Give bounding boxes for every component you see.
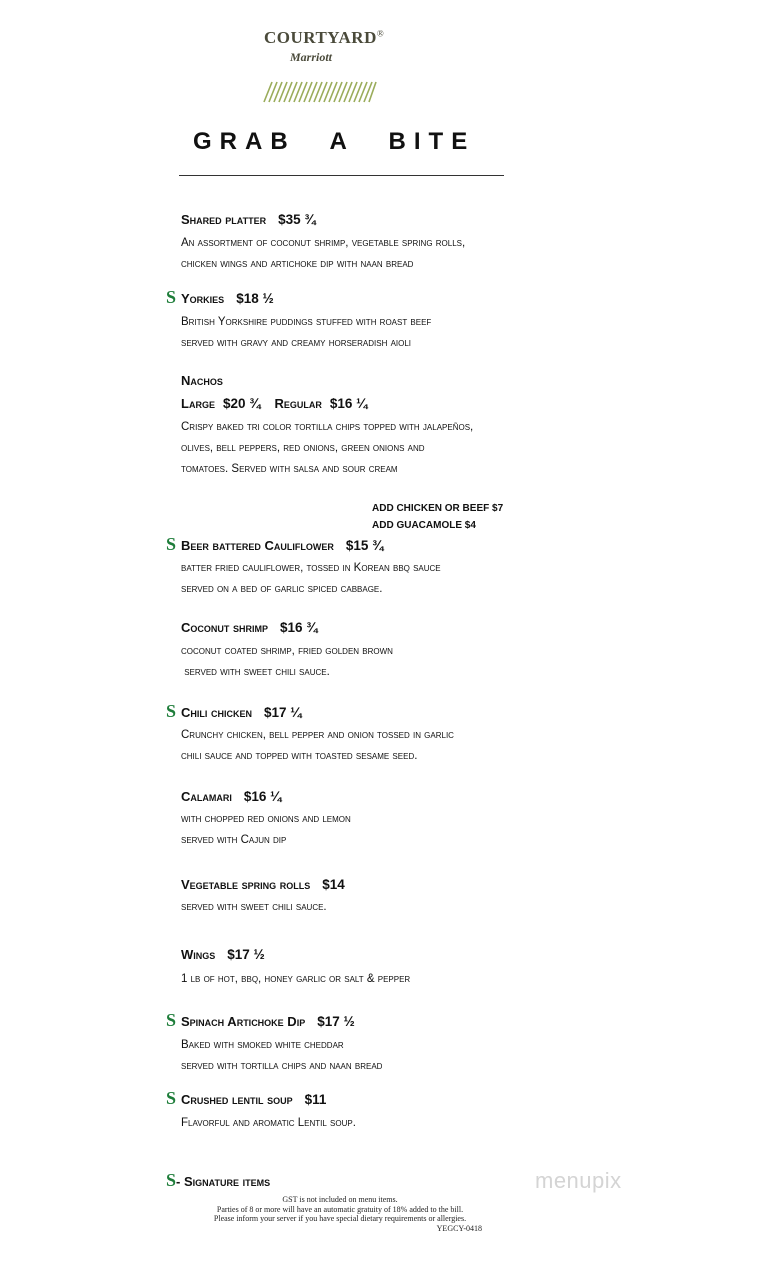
signature-icon: S xyxy=(166,1010,177,1030)
menu-item-yorkies xyxy=(181,291,274,306)
desc-line: served with sweet chili sauce. xyxy=(181,901,327,913)
menu-code: YEGCY-0418 xyxy=(436,1223,482,1233)
item-description xyxy=(181,558,441,600)
desc-line: chili sauce and topped with toasted sesame seed. xyxy=(181,750,418,762)
title-divider xyxy=(179,175,504,176)
item-price: $16 ¾ xyxy=(280,620,318,635)
menu-item-chili-chicken xyxy=(181,705,302,720)
desc-line: chicken wings and artichoke dip with naan bread xyxy=(181,258,414,270)
desc-line: with chopped red onions and lemon xyxy=(181,813,351,825)
desc-line: coconut coated shrimp, fried golden brown xyxy=(181,645,393,657)
item-description xyxy=(181,809,351,851)
signature-icon: S xyxy=(166,1088,177,1108)
fine-line: GST is not included on menu items. xyxy=(282,1195,398,1204)
item-name: Spinach Artichoke Dip xyxy=(181,1014,306,1029)
desc-line: served with sweet chili sauce. xyxy=(181,666,330,678)
desc-line: served on a bed of garlic spiced cabbage. xyxy=(181,583,383,595)
brand-name: COURTYARD xyxy=(264,28,377,47)
item-price: $18 ½ xyxy=(236,291,274,306)
addon-line: ADD GUACAMOLE $4 xyxy=(372,520,476,531)
item-name: Chili chicken xyxy=(181,705,252,720)
desc-line: An assortment of coconut shrimp, vegetable spring rolls, xyxy=(181,237,466,249)
item-price: $17 ¼ xyxy=(264,705,302,720)
signature-icon: S xyxy=(166,1170,177,1190)
nachos-sizes xyxy=(181,396,381,411)
signature-legend xyxy=(166,1170,270,1191)
item-description xyxy=(181,969,410,990)
desc-line: served with gravy and creamy horseradish aioli xyxy=(181,337,412,349)
item-description xyxy=(181,641,393,683)
item-description xyxy=(181,312,431,354)
item-name: Shared platter xyxy=(181,212,267,227)
item-name: Wings xyxy=(181,947,216,962)
item-name: Coconut shrimp xyxy=(181,620,268,635)
desc-line: 1 lb of hot, bbq, honey garlic or salt & pepper xyxy=(181,973,411,985)
signature-icon: S xyxy=(166,534,177,554)
desc-line: served with tortilla chips and naan bread xyxy=(181,1060,383,1072)
brand-logo xyxy=(264,28,384,48)
item-price: $11 xyxy=(304,1092,327,1107)
item-name: Beer battered Cauliflower xyxy=(181,538,334,553)
size-regular: Regular xyxy=(274,396,322,411)
registered-mark: ® xyxy=(376,28,385,39)
menu-item-wings xyxy=(181,947,265,962)
item-price: $17 ½ xyxy=(317,1014,355,1029)
menu-item-shared-platter xyxy=(181,212,316,227)
nachos-addons xyxy=(372,500,503,534)
price-regular: $16 ¼ xyxy=(329,396,368,411)
desc-line: Baked with smoked white cheddar xyxy=(181,1039,344,1051)
item-name: Crushed lentil soup xyxy=(181,1092,293,1107)
watermark: menupix xyxy=(535,1168,622,1193)
logo-stripes-icon xyxy=(262,80,378,104)
item-price: $14 xyxy=(322,877,345,892)
item-name: Calamari xyxy=(181,789,232,804)
item-name: Vegetable spring rolls xyxy=(181,877,311,892)
item-description xyxy=(181,897,327,918)
desc-line: Flavorful and aromatic Lentil soup. xyxy=(181,1117,356,1129)
desc-line: tomatoes. Served with salsa and sour cream xyxy=(181,463,398,475)
item-description xyxy=(181,417,473,480)
fine-print xyxy=(190,1195,490,1233)
menu-item-spring-rolls xyxy=(181,877,345,892)
item-price: $17 ½ xyxy=(227,947,265,962)
size-large: Large xyxy=(181,396,215,411)
desc-line: British Yorkshire puddings stuffed with roast beef xyxy=(181,316,432,328)
desc-line: served with Cajun dip xyxy=(181,834,287,846)
price-large: $20 ¾ xyxy=(222,396,261,411)
item-description xyxy=(181,1113,356,1134)
brand-sub: Marriott xyxy=(290,50,333,64)
desc-line: batter fried cauliflower, tossed in Korean bbq sauce xyxy=(181,562,441,574)
fine-line: Parties of 8 or more will have an automatic gratuity of 18% added to the bill. xyxy=(216,1204,464,1214)
menu-item-lentil-soup xyxy=(181,1092,326,1107)
desc-line: Crunchy chicken, bell pepper and onion tossed in garlic xyxy=(181,729,454,741)
item-description xyxy=(181,1035,382,1077)
desc-line: Crispy baked tri color tortilla chips topped with jalapeños, xyxy=(181,421,474,433)
menu-item-coconut-shrimp xyxy=(181,620,318,635)
menu-item-cauliflower xyxy=(181,538,383,553)
signature-icon: S xyxy=(166,701,177,721)
fine-line: Please inform your server if you have special dietary requirements or allergies. xyxy=(213,1214,467,1223)
legend-text: - Signature items xyxy=(176,1174,271,1189)
item-price: $35 ¾ xyxy=(278,212,316,227)
item-description xyxy=(181,233,465,275)
item-price: $16 ¼ xyxy=(243,789,282,804)
desc-line: olives, bell peppers, red onions, green onions and xyxy=(181,442,425,454)
item-price: $15 ¾ xyxy=(345,538,384,553)
addon-line: ADD CHICKEN OR BEEF $7 xyxy=(372,503,504,514)
menu-item-spinach-dip xyxy=(181,1014,355,1029)
page-title: GRAB A BITE xyxy=(193,128,476,155)
item-name: Yorkies xyxy=(181,291,225,306)
menu-item-nachos: Nachos xyxy=(181,373,223,388)
item-description xyxy=(181,725,454,767)
menu-item-calamari xyxy=(181,789,281,804)
signature-icon: S xyxy=(166,287,177,307)
